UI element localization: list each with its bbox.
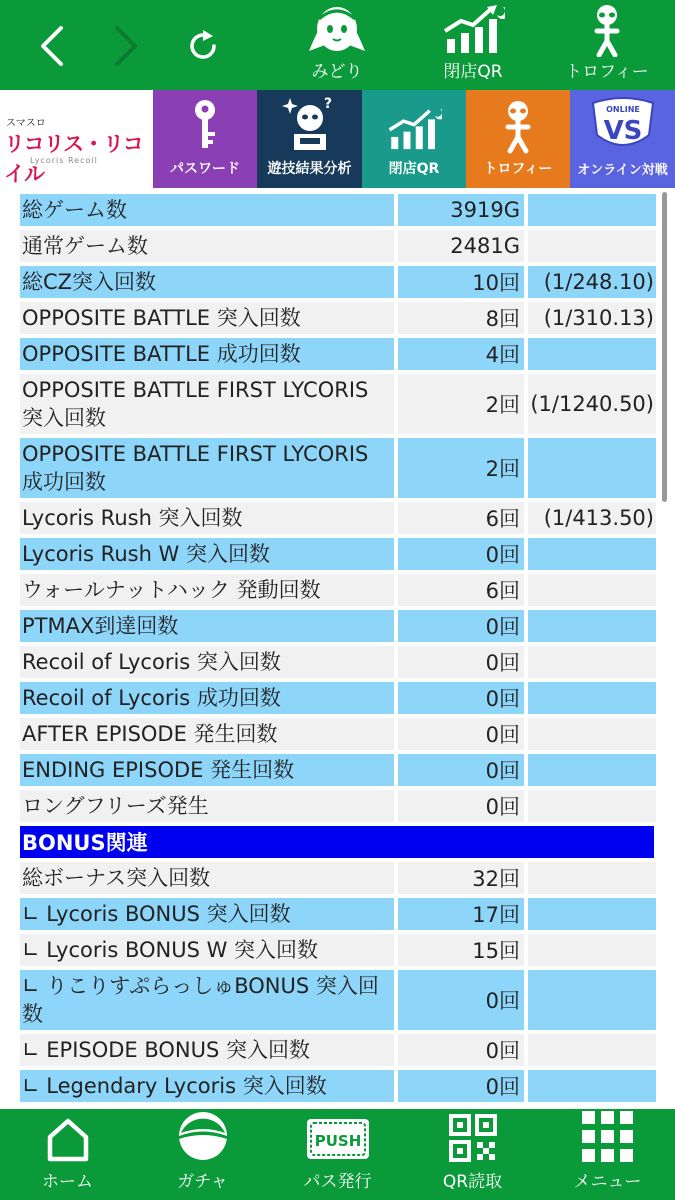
stat-value: 2回 — [398, 438, 524, 498]
reload-button[interactable] — [172, 0, 234, 90]
stat-value: 32回 — [398, 862, 524, 894]
stat-ratio: (1/310.13) — [528, 302, 656, 334]
stat-value: 2回 — [398, 374, 524, 434]
section-header-label: BONUS関連 — [20, 826, 654, 858]
stat-ratio — [528, 646, 656, 678]
home-label: ホーム — [42, 1172, 93, 1192]
stat-value: 17回 — [398, 898, 524, 930]
stat-label: 総ボーナス突入回数 — [20, 862, 394, 894]
rising-chart-icon — [386, 104, 442, 154]
vs-shield-icon — [585, 95, 661, 155]
midori-button[interactable] — [296, 0, 378, 90]
stat-label: Lycoris Rush 突入回数 — [20, 502, 394, 534]
closing-qr-button[interactable] — [425, 0, 521, 90]
trophy-button[interactable] — [562, 0, 652, 90]
stats-row — [20, 302, 656, 334]
stats-table — [20, 194, 656, 1106]
stats-row — [20, 646, 656, 678]
stat-value: 3919G — [398, 194, 524, 226]
grid-menu-icon — [580, 1111, 636, 1163]
stats-row — [20, 374, 656, 434]
stats-row — [20, 682, 656, 714]
stat-label: ∟ EPISODE BONUS 突入回数 — [20, 1034, 394, 1066]
stat-value: 0回 — [398, 754, 524, 786]
logo-title: リコリス・リコイル — [4, 132, 143, 186]
scrollbar[interactable] — [662, 192, 667, 502]
analysis-icon — [280, 94, 340, 154]
stat-ratio — [528, 338, 656, 370]
stat-value: 4回 — [398, 338, 524, 370]
stat-value: 8回 — [398, 302, 524, 334]
menu-button[interactable] — [540, 1109, 675, 1200]
result-content[interactable] — [0, 188, 675, 1109]
midori-label: みどり — [311, 62, 363, 82]
menu-label: メニュー — [573, 1172, 642, 1192]
rising-chart-icon — [441, 3, 505, 57]
stat-label: OPPOSITE BATTLE FIRST LYCORIS 突入回数 — [20, 374, 394, 434]
stats-row — [20, 538, 656, 570]
trophy-character-icon — [587, 3, 627, 57]
stat-label: 総ゲーム数 — [20, 194, 394, 226]
stat-value: 6回 — [398, 502, 524, 534]
key-icon — [190, 98, 220, 154]
stat-label: 通常ゲーム数 — [20, 230, 394, 262]
reload-icon — [185, 28, 221, 64]
pass-issue-button[interactable] — [270, 1109, 405, 1200]
closing-qr-label: 閉店QR — [443, 62, 503, 82]
pass-issue-label: パス発行 — [303, 1172, 372, 1192]
logo-small-text: スマスロ — [6, 118, 46, 129]
chevron-left-icon — [37, 24, 67, 68]
stats-row — [20, 934, 656, 966]
bottom-navigation-bar — [0, 1109, 675, 1200]
stats-row — [20, 790, 656, 822]
stats-row — [20, 230, 656, 262]
stats-row — [20, 754, 656, 786]
stats-row — [20, 862, 656, 894]
stat-ratio — [528, 682, 656, 714]
midori-character-icon — [307, 1, 367, 57]
game-logo[interactable] — [0, 90, 153, 188]
stat-ratio — [528, 790, 656, 822]
stat-label: OPPOSITE BATTLE 突入回数 — [20, 302, 394, 334]
stat-ratio — [528, 754, 656, 786]
closing-qr-tile-label: 閉店QR — [388, 161, 440, 177]
stat-label: ∟ Legendary Lycoris 突入回数 — [20, 1070, 394, 1102]
stat-value: 0回 — [398, 718, 524, 750]
stat-ratio — [528, 610, 656, 642]
stat-label: ∟ りこりすぷらっしゅBONUS 突入回数 — [20, 970, 394, 1030]
stats-row — [20, 970, 656, 1030]
game-menu-band — [0, 90, 675, 188]
trophy-tile[interactable] — [466, 90, 570, 188]
qr-read-label: QR読取 — [442, 1172, 503, 1192]
stats-row — [20, 1034, 656, 1066]
section-header — [20, 826, 656, 858]
stat-label: PTMAX到達回数 — [20, 610, 394, 642]
analysis-label: 遊技結果分析 — [267, 161, 352, 177]
stat-ratio — [528, 574, 656, 606]
gacha-capsule-icon — [176, 1109, 230, 1163]
stats-row — [20, 574, 656, 606]
stat-label: ENDING EPISODE 発生回数 — [20, 754, 394, 786]
stat-ratio — [528, 538, 656, 570]
stat-label: OPPOSITE BATTLE 成功回数 — [20, 338, 394, 370]
password-tile[interactable] — [153, 90, 257, 188]
back-button[interactable] — [22, 0, 82, 90]
stat-ratio — [528, 898, 656, 930]
stat-value: 2481G — [398, 230, 524, 262]
stat-ratio — [528, 718, 656, 750]
vs-text: VS — [603, 116, 642, 146]
stat-ratio: (1/413.50) — [528, 502, 656, 534]
stats-row — [20, 502, 656, 534]
top-navigation-bar — [0, 0, 675, 90]
stats-row — [20, 266, 656, 298]
stat-value: 15回 — [398, 934, 524, 966]
qr-code-icon — [448, 1113, 498, 1163]
gacha-label: ガチャ — [177, 1172, 228, 1192]
vs-badge-text: ONLINE — [605, 105, 640, 114]
stat-ratio — [528, 1070, 656, 1102]
qr-read-button[interactable] — [405, 1109, 540, 1200]
stat-label: Recoil of Lycoris 突入回数 — [20, 646, 394, 678]
stat-value: 0回 — [398, 1070, 524, 1102]
svg-text:?: ? — [323, 96, 332, 112]
stat-value: 0回 — [398, 682, 524, 714]
stat-value: 0回 — [398, 1034, 524, 1066]
stats-row — [20, 610, 656, 642]
stats-row — [20, 898, 656, 930]
stat-value: 0回 — [398, 610, 524, 642]
forward-button[interactable] — [96, 0, 156, 90]
stat-value: 0回 — [398, 790, 524, 822]
stats-row — [20, 194, 656, 226]
stat-label: OPPOSITE BATTLE FIRST LYCORIS 成功回数 — [20, 438, 394, 498]
push-badge-text: PUSH — [314, 1132, 361, 1150]
logo-subtitle: Lycoris Recoil — [30, 156, 98, 165]
online-battle-tile[interactable] — [570, 90, 675, 188]
chevron-right-icon — [111, 24, 141, 68]
trophy-tile-label: トロフィー — [483, 161, 553, 177]
stat-value: 10回 — [398, 266, 524, 298]
stat-label: ウォールナットハック 発動回数 — [20, 574, 394, 606]
stat-ratio — [528, 862, 656, 894]
stat-label: AFTER EPISODE 発生回数 — [20, 718, 394, 750]
home-icon — [44, 1115, 92, 1163]
stat-ratio — [528, 194, 656, 226]
stat-ratio — [528, 934, 656, 966]
stat-ratio — [528, 970, 656, 1030]
password-label: パスワード — [170, 161, 240, 177]
gacha-button[interactable] — [135, 1109, 270, 1200]
stats-row — [20, 338, 656, 370]
stat-label: Recoil of Lycoris 成功回数 — [20, 682, 394, 714]
closing-qr-tile[interactable] — [362, 90, 466, 188]
stat-ratio — [528, 438, 656, 498]
stat-value: 0回 — [398, 970, 524, 1030]
trophy-character-icon — [498, 98, 538, 154]
stat-value: 0回 — [398, 646, 524, 678]
stat-value: 0回 — [398, 538, 524, 570]
stats-row — [20, 718, 656, 750]
stat-ratio — [528, 230, 656, 262]
home-button[interactable] — [0, 1109, 135, 1200]
stats-row — [20, 1070, 656, 1102]
stat-ratio: (1/1240.50) — [528, 374, 656, 434]
stat-label: ロングフリーズ発生 — [20, 790, 394, 822]
analysis-tile[interactable] — [257, 90, 362, 188]
push-ticket-icon — [303, 1115, 373, 1163]
stat-label: ∟ Lycoris BONUS 突入回数 — [20, 898, 394, 930]
online-battle-label: オンライン対戦 — [577, 163, 668, 178]
trophy-label: トロフィー — [565, 62, 649, 82]
stats-row — [20, 438, 656, 498]
stat-ratio: (1/248.10) — [528, 266, 656, 298]
stat-label: Lycoris Rush W 突入回数 — [20, 538, 394, 570]
stat-label: ∟ Lycoris BONUS W 突入回数 — [20, 934, 394, 966]
stat-value: 6回 — [398, 574, 524, 606]
stat-label: 総CZ突入回数 — [20, 266, 394, 298]
stat-ratio — [528, 1034, 656, 1066]
